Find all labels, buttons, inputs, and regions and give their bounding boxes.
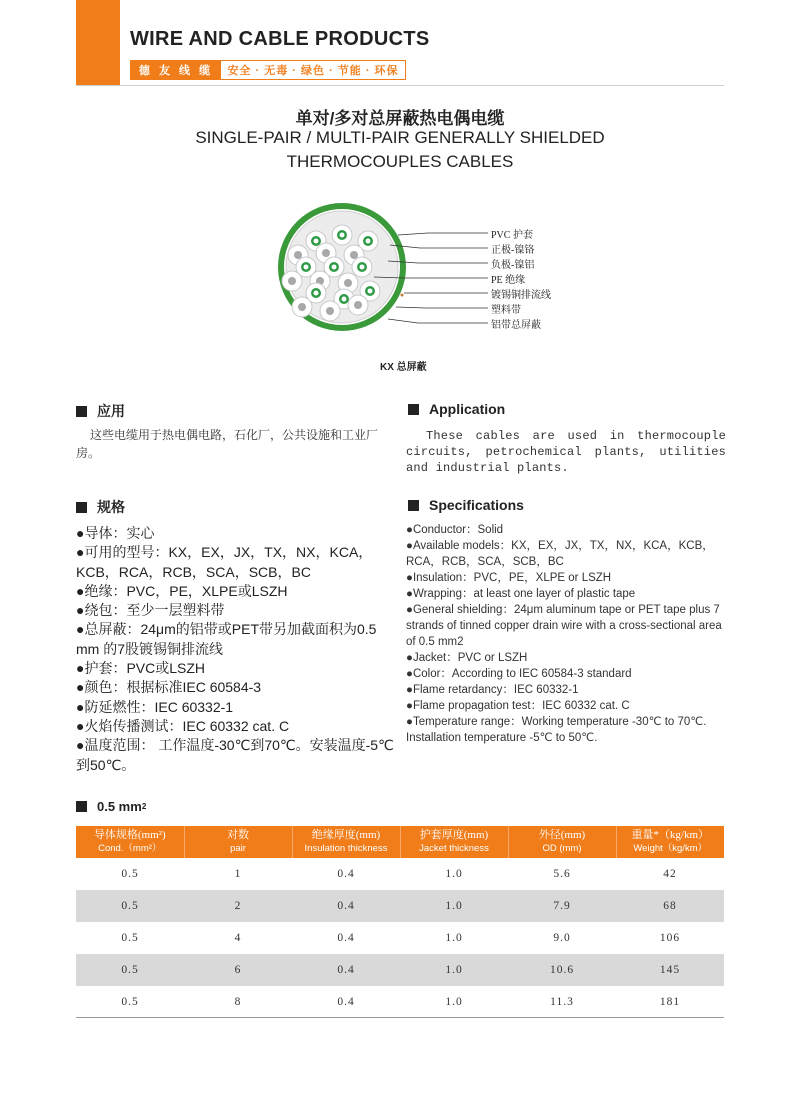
negative-conductor	[354, 301, 362, 309]
callout-positive-conductor: 正极-镍铬	[491, 245, 535, 256]
spec-item: ● 导体：实心	[76, 524, 396, 543]
negative-conductor	[288, 277, 296, 285]
cable-spec-table	[76, 826, 724, 1018]
column-header-en: Jacket thickness	[419, 843, 489, 854]
table-cell: 0.5	[76, 954, 184, 986]
section-heading-specifications-en	[408, 497, 524, 513]
table-bottom-rule	[76, 1017, 724, 1018]
header-divider	[76, 85, 724, 86]
column-header-cn: 护套厚度(mm)	[419, 829, 489, 841]
square-bullet-icon	[76, 801, 87, 812]
callout-leader-line	[396, 307, 488, 308]
spec-item: ● Conductor：Solid	[406, 522, 726, 538]
spec-item: ● 可用的型号：KX，EX，JX，TX，NX，KCA，KCB，RCA，RCB，SCA，SCB，BC	[76, 543, 396, 582]
conductor-core	[314, 239, 319, 244]
cable-cross-section-diagram	[270, 195, 570, 340]
spec-item: ● Jacket：PVC or LSZH	[406, 650, 726, 666]
table-cell: 6	[184, 954, 292, 986]
column-header-en: Insulation thickness	[304, 843, 388, 854]
callout-drain-wire: 镀锡铜排流线	[491, 290, 551, 301]
table-cell: 2	[184, 890, 292, 922]
table-cell: 9.0	[553, 932, 571, 944]
table-row	[76, 922, 724, 954]
callout-pe-insulation: PE 绝缘	[491, 275, 526, 286]
table-cell: 0.5	[121, 996, 139, 1008]
conductor-core	[368, 289, 373, 294]
negative-conductor	[294, 251, 302, 259]
column-header-pairs	[184, 826, 292, 858]
table-cell: 8	[234, 996, 242, 1008]
table-row	[76, 858, 724, 890]
spec-item: ● Flame propagation test：IEC 60332 cat. C	[406, 698, 726, 714]
conductor-core	[366, 239, 371, 244]
column-header-cn: 对数	[227, 829, 249, 841]
table-cell: 0.4	[337, 868, 355, 880]
spec-item: ● 防延燃性：IEC 60332-1	[76, 698, 396, 717]
table-cell: 10.6	[508, 954, 616, 986]
spec-list-cn	[76, 524, 396, 775]
application-text-cn: 这些电缆用于热电偶电路，石化厂，公共设施和工业厂房。	[76, 428, 379, 460]
conductor-core	[342, 297, 347, 302]
table-cell: 1.0	[400, 890, 508, 922]
spec-item: ● 颜色：根据标准IEC 60584-3	[76, 678, 396, 697]
column-header-en: pair	[230, 843, 246, 854]
drain-wire	[401, 294, 404, 297]
product-title-en-line1: SINGLE-PAIR / MULTI-PAIR GENERALLY SHIELDED	[195, 128, 605, 147]
conductor-core	[360, 265, 365, 270]
spec-item: ● General shielding：24μm aluminum tape or PET tape plus 7 strands of tinned copper drain wire with a cross-sectional area of 0.5 mm2	[406, 602, 726, 650]
conductor-core	[332, 265, 337, 270]
table-cell: 0.4	[292, 954, 400, 986]
column-header-cn: 重量*（kg/km）	[631, 829, 710, 841]
spec-item: ● 总屏蔽：24μm的铝带或PET带另加截面积为0.5 mm 的7股镀锡铜排流线	[76, 620, 396, 659]
table-cell: 11.3	[550, 996, 574, 1008]
section-heading-application-en	[408, 401, 505, 417]
table-cell: 0.5	[76, 890, 184, 922]
table-cell: 1.0	[445, 868, 463, 880]
column-header-jacket	[400, 826, 508, 858]
brand-tagline	[130, 60, 406, 80]
table-cell: 0.4	[292, 890, 400, 922]
section-heading-text: 规格	[97, 499, 125, 515]
negative-conductor	[344, 279, 352, 287]
column-header-cn: 导体规格(mm²)	[93, 829, 166, 841]
table-heading	[76, 799, 146, 814]
section-heading-text: 应用	[97, 403, 125, 419]
table-cell: 0.5	[121, 868, 139, 880]
table-cell: 7.9	[508, 890, 616, 922]
conductor-core	[314, 291, 319, 296]
column-header-weight	[616, 826, 724, 858]
callout-leader-line	[390, 245, 488, 248]
spec-item: ● Color：According to IEC 60584-3 standard	[406, 666, 726, 682]
square-bullet-icon	[408, 500, 419, 511]
spec-item: ● 绕包：至少一层塑料带	[76, 601, 396, 620]
callout-plastic-tape: 塑料带	[491, 305, 521, 316]
spec-item: ● 温度范围： 工作温度-30℃到70℃。安装温度-5℃到50℃。	[76, 736, 396, 775]
table-cell: 1.0	[445, 932, 463, 944]
negative-conductor	[322, 249, 330, 257]
column-header-conductor	[76, 826, 184, 858]
callout-negative-conductor: 负极-镍铝	[491, 260, 535, 271]
diagram-caption: KX 总屏蔽	[380, 362, 427, 373]
column-header-od	[508, 826, 616, 858]
table-row	[76, 954, 724, 986]
table-cell: 5.6	[553, 868, 571, 880]
callout-aluminum-shield: 铝带总屏蔽	[491, 320, 541, 331]
spec-item: ● 绝缘：PVC，PE，XLPE或LSZH	[76, 582, 396, 601]
callout-pvc-jacket: PVC 护套	[491, 230, 533, 241]
column-header-cn: 绝缘厚度(mm)	[311, 829, 381, 841]
spec-item: ● Available models：KX，EX，JX，TX，NX，KCA，KCB，RCA，RCB，SCA，SCB，BC	[406, 538, 726, 570]
section-heading-text: Specifications	[429, 497, 524, 513]
spec-item: ● Wrapping：at least one layer of plastic tape	[406, 586, 726, 602]
application-text-en: These cables are used in thermocouple circuits, petrochemical plants, utilities and industrial plants.	[406, 429, 726, 475]
brand-title: WIRE AND CABLE PRODUCTS	[130, 28, 430, 50]
table-row	[76, 890, 724, 922]
table-cell: 0.5	[121, 932, 139, 944]
header-accent-bar	[76, 0, 120, 86]
table-cell: 181	[659, 996, 681, 1008]
spec-item: ● Temperature range：Working temperature -30℃ to 70℃. Installation temperature -5℃ to 50℃.	[406, 714, 726, 746]
section-heading-specifications-cn	[76, 497, 125, 517]
brand-name-cn: 德 友 线 缆	[131, 61, 221, 79]
brand-slogan: 安全 · 无毒 · 绿色 · 节能 · 环保	[227, 65, 399, 77]
table-cell: 1	[234, 868, 242, 880]
table-cell: 4	[234, 932, 242, 944]
table-cell: 106	[659, 932, 681, 944]
square-bullet-icon	[76, 502, 87, 513]
table-cell: 42	[663, 868, 677, 880]
table-cell: 1.0	[400, 954, 508, 986]
table-row	[76, 986, 724, 1018]
spec-item: ● Flame retardancy：IEC 60332-1	[406, 682, 726, 698]
table-cell: 68	[616, 890, 724, 922]
section-heading-text: Application	[429, 401, 506, 417]
table-cell: 145	[616, 954, 724, 986]
negative-conductor	[298, 303, 306, 311]
square-bullet-icon	[408, 404, 419, 415]
column-header-en: OD (mm)	[542, 843, 582, 854]
column-header-cn: 外径(mm)	[538, 829, 586, 841]
product-title-cn: 单对/多对总屏蔽热电偶电缆	[295, 109, 505, 128]
table-cell: 0.4	[337, 996, 355, 1008]
square-bullet-icon	[76, 406, 87, 417]
spec-list-en	[406, 522, 726, 746]
section-heading-application-cn	[76, 401, 125, 421]
negative-conductor	[350, 251, 358, 259]
spec-item: ● 护套：PVC或LSZH	[76, 659, 396, 678]
column-header-insulation	[292, 826, 400, 858]
conductor-core	[340, 233, 345, 238]
product-title-en-line2: THERMOCOUPLES CABLES	[286, 152, 514, 171]
conductor-core	[304, 265, 309, 270]
table-heading-superscript: 2	[141, 802, 147, 811]
negative-conductor	[326, 307, 334, 315]
spec-item: ● 火焰传播测试：IEC 60332 cat. C	[76, 717, 396, 736]
callout-leader-line	[398, 233, 488, 235]
table-heading-text: 0.5 mm	[97, 799, 142, 814]
column-header-en: Weight（kg/km）	[633, 843, 708, 854]
table-header-row	[76, 826, 724, 858]
column-header-en: Cond.（mm²）	[98, 843, 162, 854]
spec-item: ● Insulation：PVC，PE，XLPE or LSZH	[406, 570, 726, 586]
table-cell: 1.0	[445, 996, 463, 1008]
callout-leader-line	[388, 319, 488, 323]
table-cell: 0.4	[337, 932, 355, 944]
